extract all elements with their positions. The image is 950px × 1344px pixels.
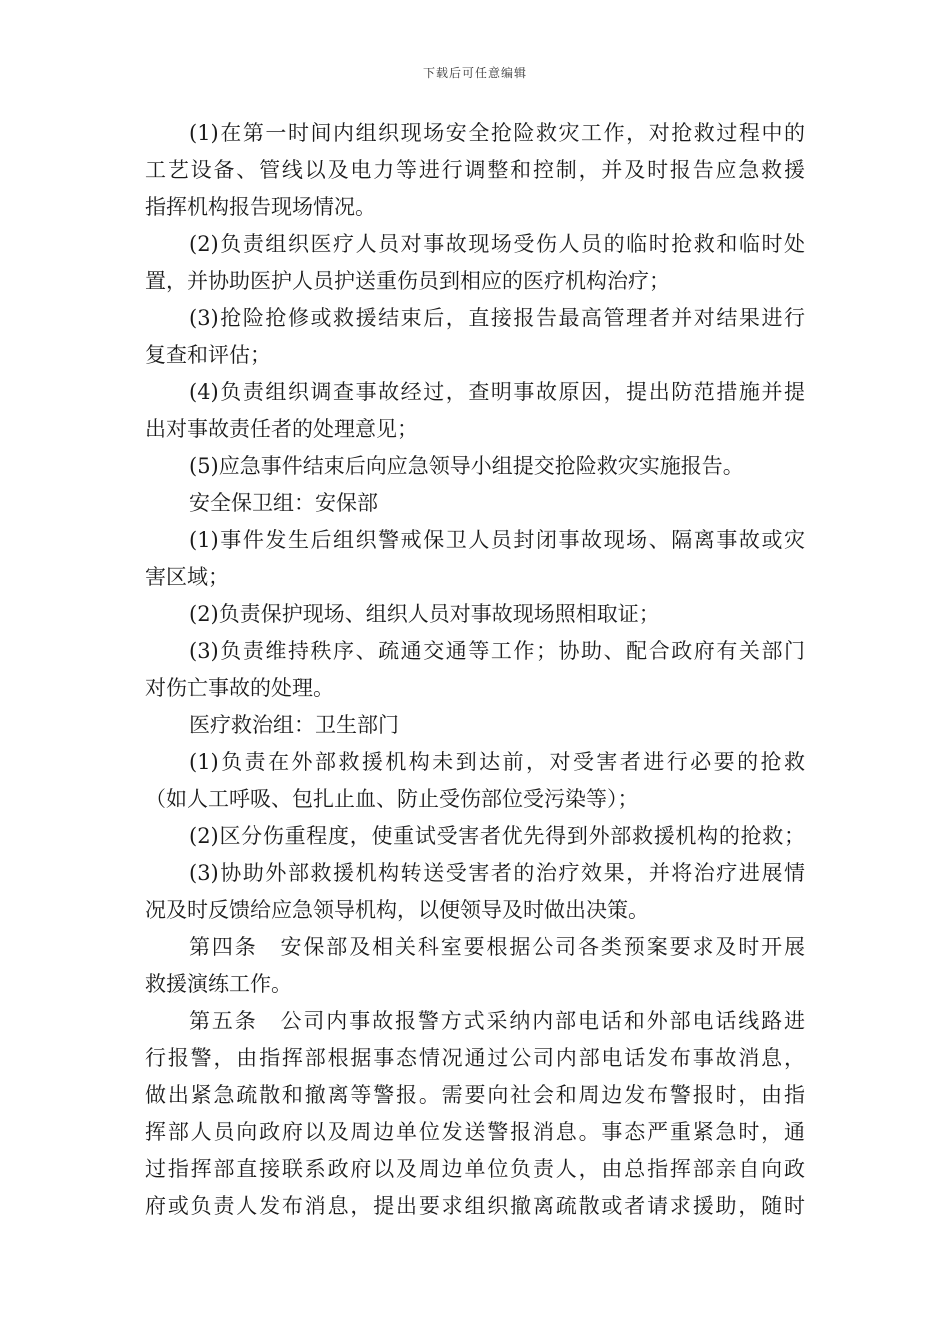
document-body — [145, 115, 805, 1225]
paragraph-line: (2)区分伤重程度，使重试受害者优先得到外部救援机构的抢救； — [189, 824, 805, 848]
article-line: 府或负责人发布消息，提出要求组织撤离疏散或者请求援助，随时 — [145, 1194, 805, 1218]
section-heading: 安全保卫组：安保部 — [189, 491, 378, 515]
article-line: 挥部人员向政府以及周边单位发送警报消息。事态严重紧急时，通 — [145, 1120, 805, 1144]
article-line: 过指挥部直接联系政府以及周边单位负责人，由总指挥部亲自向政 — [145, 1157, 805, 1181]
paragraph-line: 复查和评估； — [145, 343, 271, 367]
article-line: 第四条 安保部及相关科室要根据公司各类预案要求及时开展 — [189, 935, 805, 959]
section-heading: 医疗救治组：卫生部门 — [189, 713, 399, 737]
article-line: 第五条 公司内事故报警方式采纳内部电话和外部电话线路进 — [189, 1009, 805, 1033]
article-line: 做出紧急疏散和撤离等警报。需要向社会和周边发布警报时，由指 — [145, 1083, 805, 1107]
paragraph-line: 置，并协助医护人员护送重伤员到相应的医疗机构治疗； — [145, 269, 670, 293]
paragraph-line: (1)在第一时间内组织现场安全抢险救灾工作，对抢救过程中的 — [189, 121, 805, 145]
paragraph-line: (3)负责维持秩序、疏通交通等工作；协助、配合政府有关部门 — [189, 639, 805, 663]
paragraph-line: (2)负责组织医疗人员对事故现场受伤人员的临时抢救和临时处 — [189, 232, 805, 256]
paragraph-line: (1)负责在外部救援机构未到达前，对受害者进行必要的抢救 — [189, 750, 805, 774]
paragraph-line: 工艺设备、管线以及电力等进行调整和控制，并及时报告应急救援 — [145, 158, 805, 182]
paragraph-line: (5)应急事件结束后向应急领导小组提交抢险救灾实施报告。 — [189, 454, 744, 478]
paragraph-line: (4)负责组织调查事故经过，查明事故原因，提出防范措施并提 — [189, 380, 805, 404]
page-header: 下载后可任意编辑 — [422, 66, 527, 80]
paragraph-line: （如人工呼吸、包扎止血、防止受伤部位受污染等）； — [145, 787, 639, 811]
paragraph-line: (1)事件发生后组织警戒保卫人员封闭事故现场、隔离事故或灾 — [189, 528, 805, 552]
paragraph-line: 害区域； — [145, 565, 229, 589]
paragraph-line: 出对事故责任者的处理意见； — [145, 417, 418, 441]
paragraph-line: 对伤亡事故的处理。 — [145, 676, 334, 700]
paragraph-line: (2)负责保护现场、组织人员对事故现场照相取证； — [189, 602, 660, 626]
paragraph-line: 指挥机构报告现场情况。 — [145, 195, 376, 219]
paragraph-line: 况及时反馈给应急领导机构，以便领导及时做出决策。 — [145, 898, 649, 922]
article-line: 行报警，由指挥部根据事态情况通过公司内部电话发布事故消息， — [145, 1046, 805, 1070]
paragraph-line: (3)协助外部救援机构转送受害者的治疗效果，并将治疗进展情 — [189, 861, 805, 885]
article-line: 救援演练工作。 — [145, 972, 292, 996]
paragraph-line: (3)抢险抢修或救援结束后，直接报告最高管理者并对结果进行 — [189, 306, 805, 330]
